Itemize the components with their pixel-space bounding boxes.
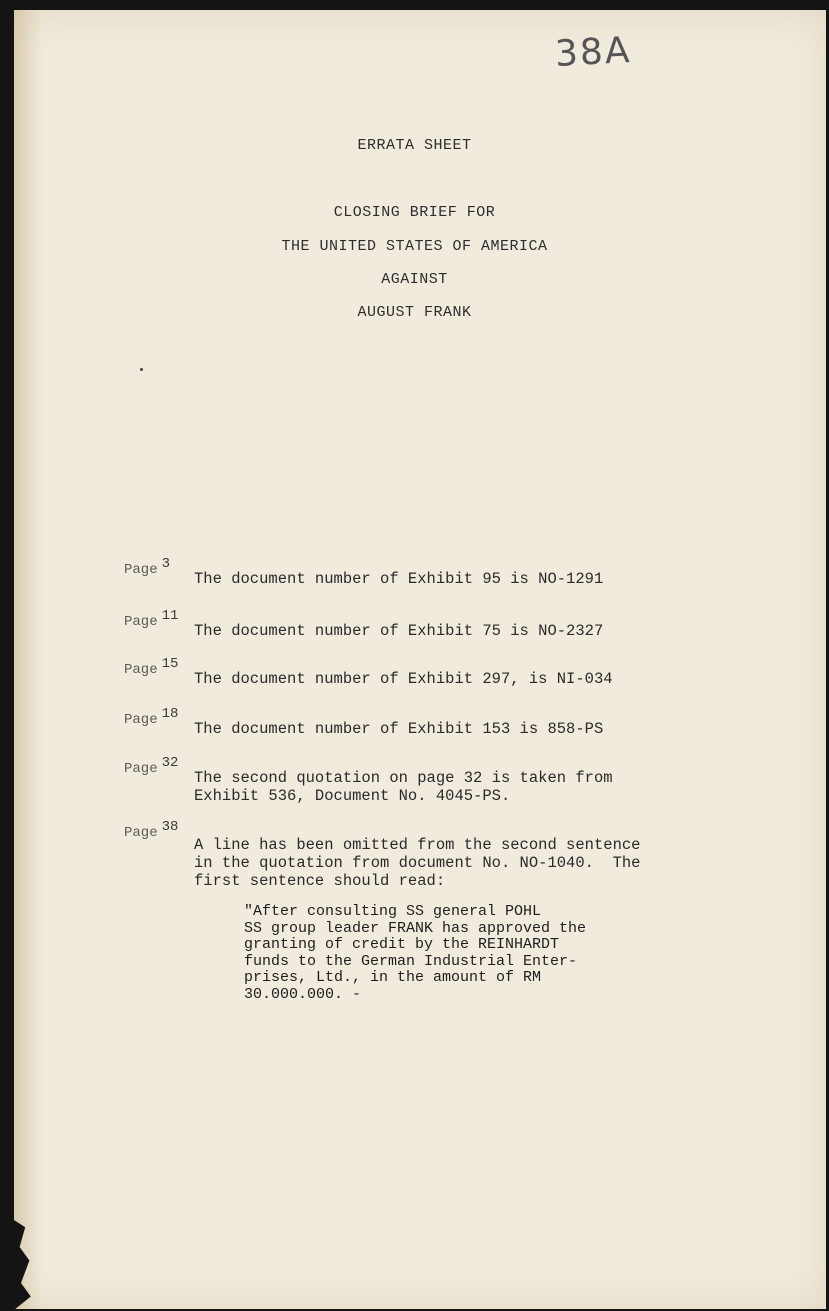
page-word: Page xyxy=(124,825,158,841)
title-line-4: AUGUST FRANK xyxy=(357,304,472,321)
entry-text: The document number of Exhibit 153 is 858-PS xyxy=(194,720,604,738)
title-line-2: THE UNITED STATES OF AMERICA xyxy=(281,238,548,255)
errata-heading: ERRATA SHEET xyxy=(357,137,472,154)
ink-speck xyxy=(140,368,143,371)
page-word: Page xyxy=(124,614,158,630)
page-word: Page xyxy=(124,562,158,578)
entry-text: The second quotation on page 32 is taken from Exhibit 536, Document No. 4045-PS. xyxy=(194,769,613,805)
page-number: 32 xyxy=(161,755,179,771)
page-number: 15 xyxy=(161,656,179,672)
title-line-3: AGAINST xyxy=(381,271,448,288)
page-number: 38 xyxy=(161,819,179,835)
title-line-1: CLOSING BRIEF FOR xyxy=(333,204,496,221)
entry-page-label xyxy=(124,556,171,578)
page-word: Page xyxy=(124,662,158,678)
page-number: 11 xyxy=(161,608,179,624)
torn-edge xyxy=(14,1220,42,1310)
entry-page-label xyxy=(124,706,179,728)
entry-text: A line has been omitted from the second sentence in the quotation from document No. NO-1040. The first sentence should read: xyxy=(194,836,641,890)
page-number: 18 xyxy=(161,706,179,722)
page-word: Page xyxy=(124,712,158,728)
handwritten-annotation: 38A xyxy=(553,30,633,75)
entry-page-label xyxy=(124,656,179,678)
entry-text: The document number of Exhibit 75 is NO-2327 xyxy=(194,622,604,640)
entry-page-label xyxy=(124,819,179,841)
entry-page-label xyxy=(124,755,179,777)
entry-text: The document number of Exhibit 95 is NO-1291 xyxy=(194,570,604,588)
page-number: 3 xyxy=(161,556,171,572)
entry-page-label xyxy=(124,608,179,630)
page-word: Page xyxy=(124,761,158,777)
quoted-sentence: "After consulting SS general POHL SS group leader FRANK has approved the granting of credit by the REINHARDT funds to the German Industrial Enter- prises, Ltd., in the amount of RM 30.000.000. - xyxy=(244,903,587,1003)
entry-text: The document number of Exhibit 297, is NI-034 xyxy=(194,670,613,688)
